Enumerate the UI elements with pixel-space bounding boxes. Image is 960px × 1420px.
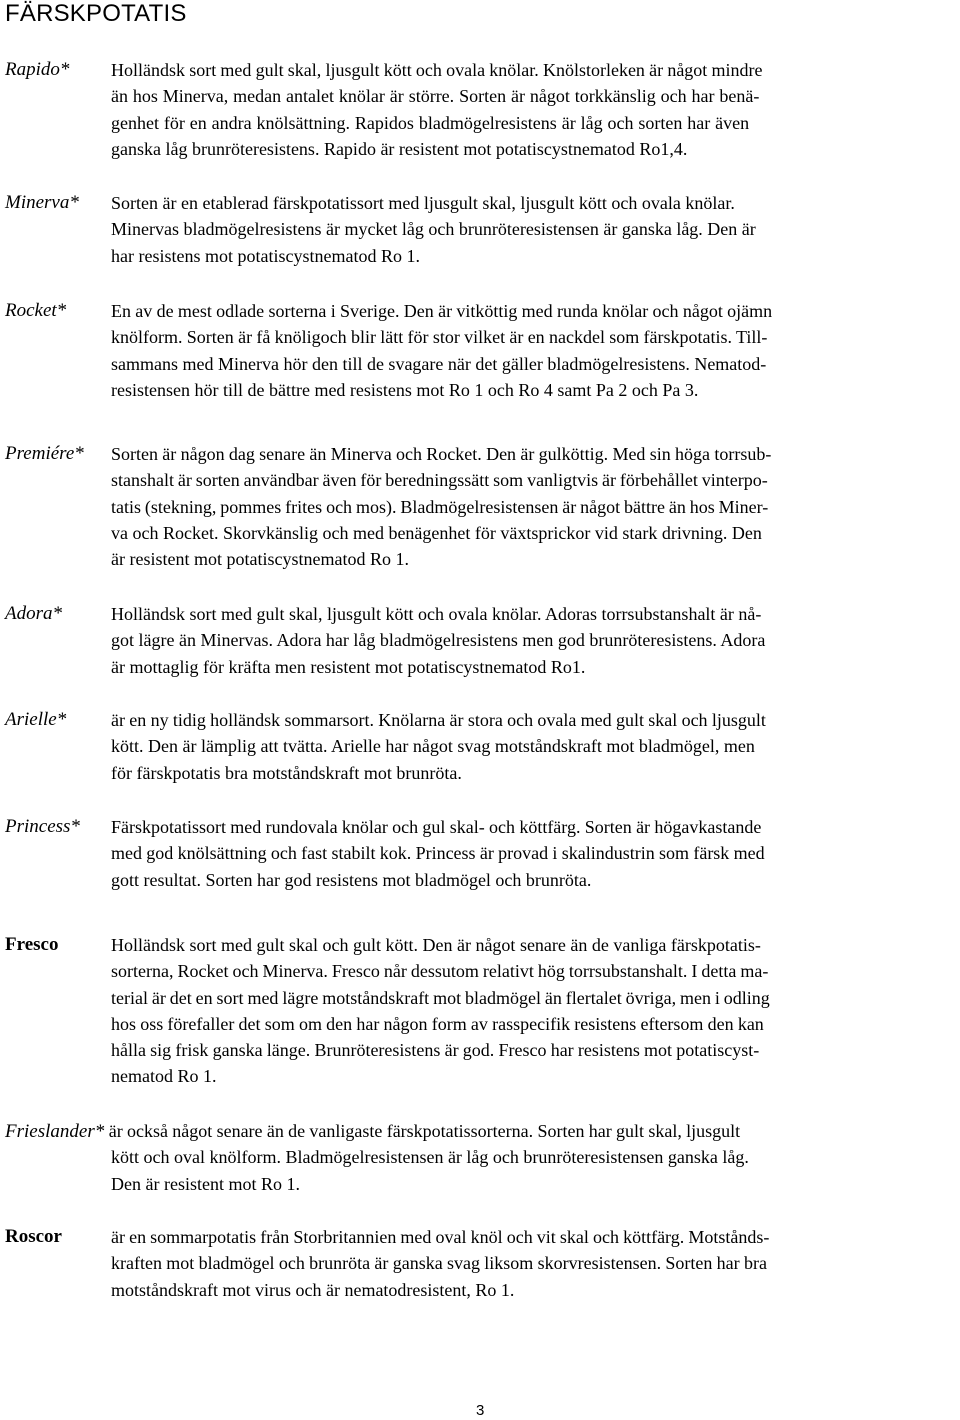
variety-description [111, 441, 771, 572]
variety-name: Roscor [5, 1226, 62, 1247]
description-line: terial är det en sort med lägre motståndskraft mot bladmögel än flertalet övriga, men i odling [111, 987, 770, 1008]
description-line: got lägre än Minervas. Adora har låg bladmögelresistens men god brunröteresistens. Adora [111, 630, 766, 651]
description-line: är en ny tidig holländsk sommarsort. Knölarna är stora och ovala med gult skal och ljusgult [111, 710, 766, 730]
description-line: än hos Minerva, medan antalet knölar är större. Sorten är något torkkänslig och har benä- [111, 86, 760, 107]
description-line: knölform. Sorten är få knöligoch blir lätt för stor vilket är en nackdel som färskpotatis. Till- [111, 327, 768, 348]
description-line: resistensen hör till de bättre med resistens mot Ro 1 och Ro 4 samt Pa 2 och Pa 3. [111, 379, 699, 400]
description-line: genhet för en andra knölsättning. Rapidos bladmögelresistens är låg och sorten har även [111, 112, 750, 133]
description-line: kött och oval knölform. Bladmögelresistensen är låg och brunröteresistensen ganska låg. [111, 1147, 749, 1168]
variety-name: Minerva* [5, 192, 79, 213]
description-line: Färskpotatissort med rundovala knölar och gul skal- och köttfärg. Sorten är högavkastande [111, 817, 762, 837]
description-line: är resistent mot potatiscystnematod Ro 1. [111, 549, 409, 570]
variety-description [111, 57, 763, 162]
description-line: hos oss förefaller det som om den har någon form av rasspecifik resistens eftersom den kan [111, 1013, 764, 1034]
variety-name: Premiére* [5, 443, 84, 464]
description-line: stanshalt är sorten användbar även för beredningssätt som vanligtvis är förbehållet vinterpo- [111, 470, 768, 491]
description-line: Minervas bladmögelresistens är mycket låg och brunröteresistensen är ganska låg. Den är [111, 219, 756, 240]
variety-description [111, 707, 766, 786]
variety-name: Rapido* [5, 59, 70, 80]
description-line: Holländsk sort med gult skal och gult kött. Den är något senare än de vanliga färskpotatis- [111, 935, 761, 955]
description-line: En av de mest odlade sorterna i Sverige. Den är vitköttig med runda knölar och något ojämn [111, 301, 773, 321]
description-line: Holländsk sort med gult skal, ljusgult kött och ovala knölar. Knölstorleken är något mindre [111, 60, 763, 80]
description-first-line: är också något senare än de vanligaste färskpotatissorterna. Sorten har gult skal, ljusgult [108, 1121, 741, 1141]
description-line: har resistens mot potatiscystnematod Ro 1. [111, 245, 420, 266]
description-line: för färskpotatis bra motståndskraft mot brunröta. [111, 762, 462, 783]
description-line: är en sommarpotatis från Storbritannien med oval knöl och vit skal och köttfärg. Motstånds- [111, 1227, 770, 1247]
description-line: tatis (stekning, pommes frites och mos). Bladmögelresistensen är något bättre än hos Miner- [111, 496, 769, 517]
variety-description [111, 601, 765, 680]
description-line [5, 1118, 740, 1145]
description-line: Sorten är någon dag senare än Minerva och Rocket. Den är gulköttig. Med sin höga torrsub- [111, 444, 772, 464]
description-line: sammans med Minerva hör den till de svagare när det gäller bladmögelresistens. Nematod- [111, 353, 767, 374]
description-line: va och Rocket. Skorvkänslig och med benägenhet för växtsprickor vid stark drivning. Den [111, 522, 762, 543]
description-line: kött. Den är lämplig att tvätta. Arielle har något svag motståndskraft mot bladmögel, men [111, 736, 755, 757]
variety-description [111, 1224, 769, 1303]
description-line: är mottaglig för kräfta men resistent mot potatiscystnematod Ro1. [111, 656, 586, 677]
description-line: ganska låg brunröteresistens. Rapido är resistent mot potatiscystnematod Ro1,4. [111, 138, 688, 159]
variety-name: Rocket* [5, 300, 67, 321]
description-line: sorterna, Rocket och Minerva. Fresco når dessutom relativt hög torrsubstanshalt. I detta ma- [111, 961, 769, 982]
variety-description [111, 932, 770, 1090]
description-line: kraften mot bladmögel och brunröta är ganska svag liksom skorvresistensen. Sorten har bra [111, 1253, 767, 1274]
variety-description [111, 814, 765, 893]
description-line: Holländsk sort med gult skal, ljusgult kött och ovala knölar. Adoras torrsubstanshalt är nå- [111, 604, 762, 624]
description-line: hålla sig frisk ganska länge. Brunröteresistens är god. Fresco har resistens mot potatiscyst- [111, 1040, 760, 1061]
variety-description [111, 190, 756, 269]
description-line: Sorten är en etablerad färskpotatissort med ljusgult skal, ljusgult kött och ovala knölar. [111, 193, 735, 213]
page-title: FÄRSKPOTATIS [5, 0, 187, 27]
variety-name: Adora* [5, 603, 62, 624]
description-line: Den är resistent mot Ro 1. [111, 1173, 300, 1194]
description-line: motståndskraft mot virus och är nematodresistent, Ro 1. [111, 1279, 515, 1300]
variety-description [111, 298, 772, 403]
page-number: 3 [476, 1402, 485, 1419]
description-line: gott resultat. Sorten har god resistens mot bladmögel och brunröta. [111, 869, 592, 890]
description-line: nematod Ro 1. [111, 1066, 217, 1087]
variety-name: Princess* [5, 816, 80, 837]
description-line: med god knölsättning och fast stabilt kok. Princess är provad i skalindustrin som färsk med [111, 843, 765, 864]
variety-name: Frieslander* [5, 1121, 105, 1142]
variety-description [111, 1144, 749, 1197]
variety-name: Arielle* [5, 709, 67, 730]
variety-name: Fresco [5, 934, 59, 955]
